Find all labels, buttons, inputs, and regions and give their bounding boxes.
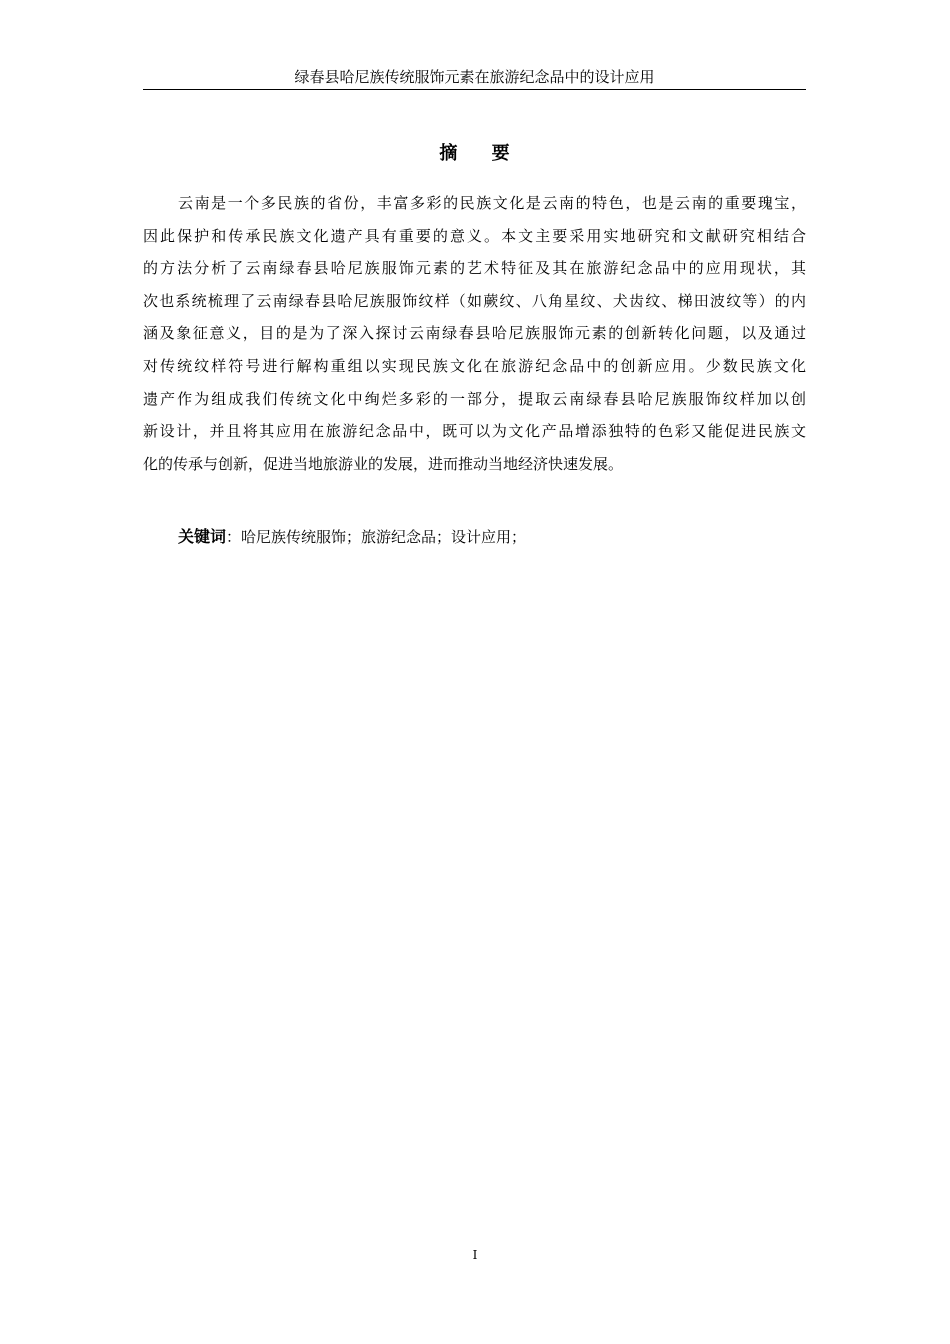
abstract-line: 的方法分析了云南绿春县哈尼族服饰元素的艺术特征及其在旅游纪念品中的应用现状，其 [143,259,806,278]
keywords [178,522,526,552]
abstract-title: 摘 要 [439,143,524,164]
abstract-line: 新设计，并且将其应用在旅游纪念品中，既可以为文化产品增添独特的色彩又能促进民族文 [143,422,806,441]
page-number: I [472,1248,478,1262]
abstract-line: 因此保护和传承民族文化遗产具有重要的意义。本文主要采用实地研究和文献研究相结合 [143,226,806,245]
header-rule [143,89,806,90]
abstract-line: 次也系统梳理了云南绿春县哈尼族服饰纹样（如蕨纹、八角星纹、犬齿纹、梯田波纹等）的内 [143,291,806,310]
abstract-line: 遗产作为组成我们传统文化中绚烂多彩的一部分，提取云南绿春县哈尼族服饰纹样加以创 [143,389,806,408]
abstract-line: 化的传承与创新，促进当地旅游业的发展，进而推动当地经济快速发展。 [143,454,624,473]
abstract-line: 云南是一个多民族的省份，丰富多彩的民族文化是云南的特色，也是云南的重要瑰宝， [178,194,806,212]
abstract-line: 对传统纹样符号进行解构重组以实现民族文化在旅游纪念品中的创新应用。少数民族文化 [143,356,806,375]
running-header: 绿春县哈尼族传统服饰元素在旅游纪念品中的设计应用 [294,68,655,86]
keywords-text: ：哈尼族传统服饰；旅游纪念品；设计应用； [226,528,527,546]
keywords-label: 关键词 [178,527,227,546]
abstract-line: 涵及象征意义，目的是为了深入探讨云南绿春县哈尼族服饰元素的创新转化问题，以及通过 [143,324,806,343]
abstract-body [143,187,806,480]
